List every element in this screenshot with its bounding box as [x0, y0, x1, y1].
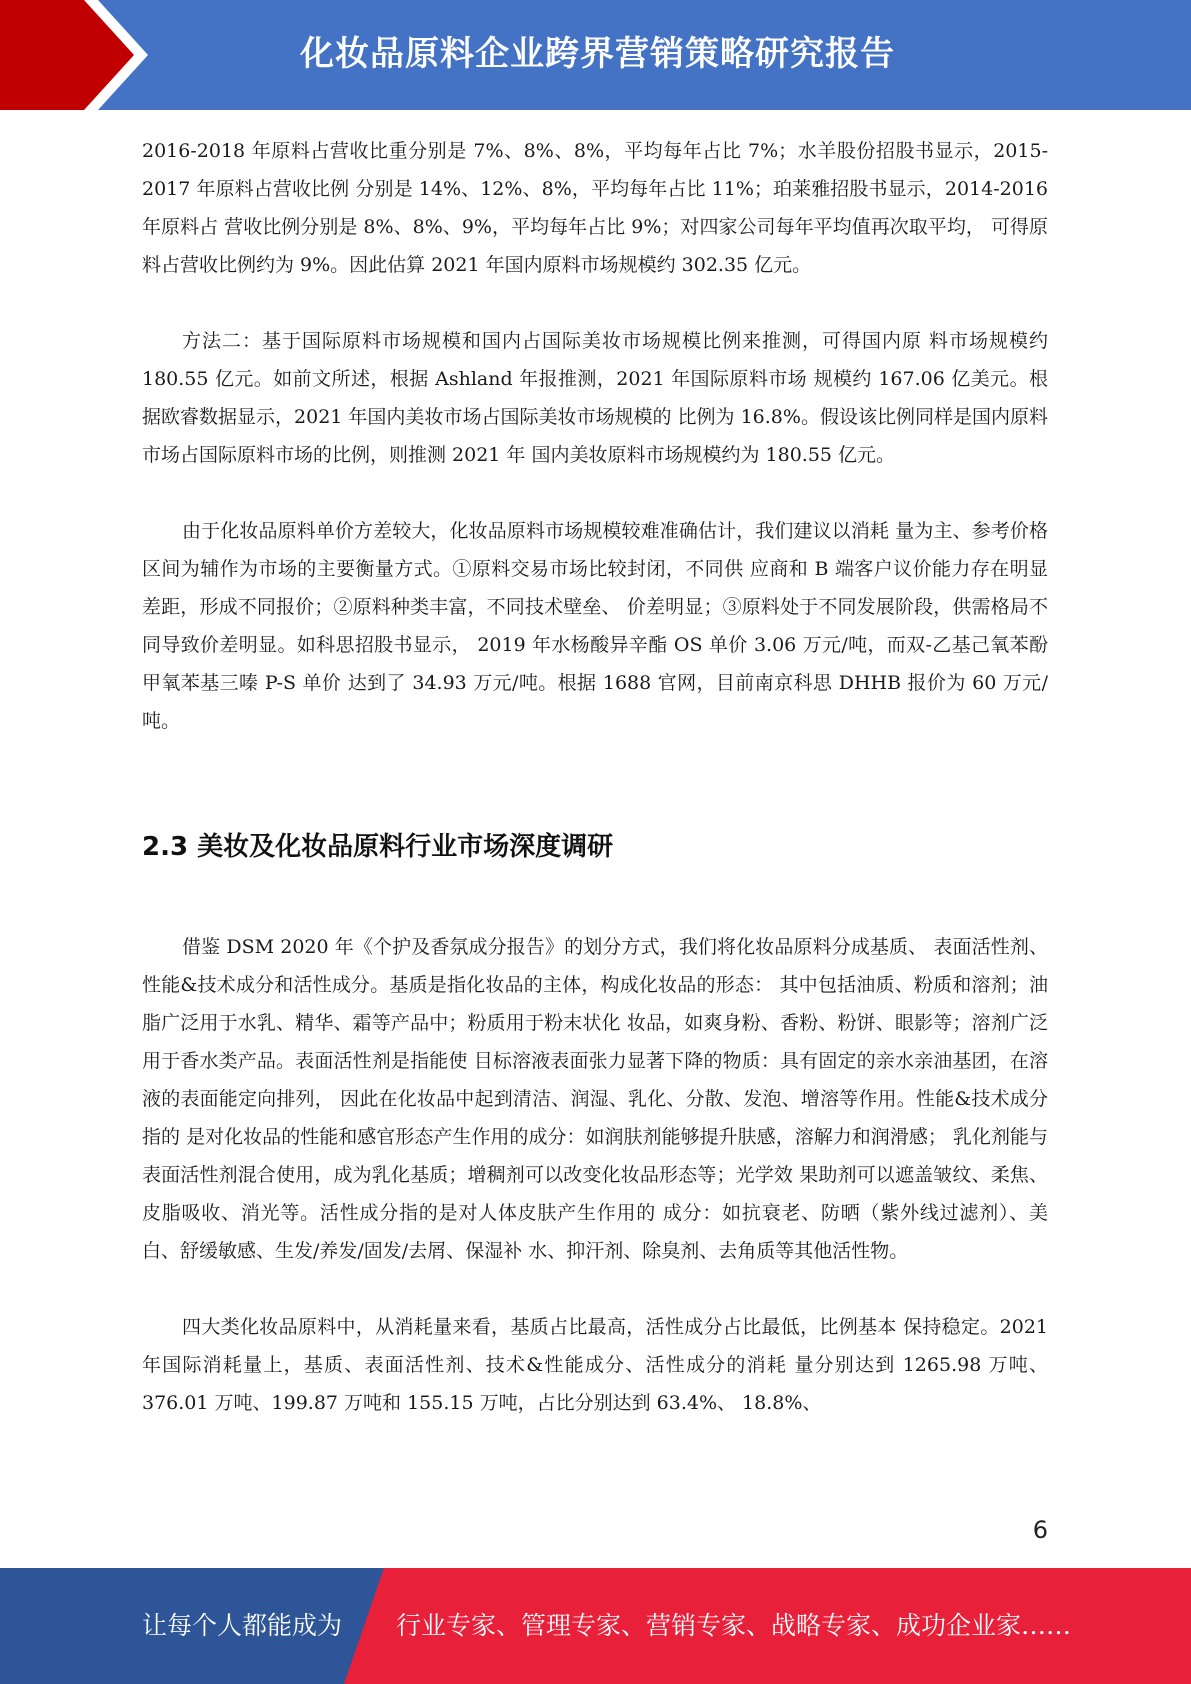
main-content	[142, 132, 1048, 1422]
header-chevron-icon	[0, 0, 160, 110]
page-number: 6	[1032, 1516, 1048, 1544]
page-footer	[0, 1568, 1191, 1684]
paragraph-2: 方法二：基于国际原料市场规模和国内占国际美妆市场规模比例来推测，可得国内原 料市场规模约 180.55 亿元。如前文所述，根据 Ashland 年报推测，2021 年国际原料市场 规模约 167.06 亿美元。根据欧睿数据显示，2021 年国内美妆市场占国际美妆市场规模的 比例为 16.8%。假设该比例同样是国内原料市场占国际原料市场的比例，则推测 2021 年 国内美妆原料市场规模约为 180.55 亿元。	[142, 330, 1048, 466]
page-header	[0, 0, 1191, 110]
paragraph-3: 由于化妆品原料单价方差较大，化妆品原料市场规模较难准确估计，我们建议以消耗 量为主、参考价格区间为辅作为市场的主要衡量方式。①原料交易市场比较封闭，不同供 应商和 B 端客户议价能力存在明显差距，形成不同报价；②原料种类丰富，不同技术壁垒、 价差明显；③原料处于不同发展阶段，供需格局不同导致价差明显。如科思招股书显示， 2019 年水杨酸异辛酯 OS 单价 3.06 万元/吨，而双-乙基己氧苯酚甲氧苯基三嗪 P-S 单价 达到了 34.93 万元/吨。根据 1688 官网，目前南京科思 DHHB 报价为 60 万元/吨。	[142, 520, 1048, 732]
report-title: 化妆品原料企业跨界营销策略研究报告	[300, 34, 895, 74]
footer-slogan-left: 让每个人都能成为	[142, 1611, 343, 1640]
paragraph-5: 四大类化妆品原料中，从消耗量来看，基质占比最高，活性成分占比最低，比例基本 保持稳定。2021 年国际消耗量上，基质、表面活性剂、技术&性能成分、活性成分的消耗 量分别达到 1265.98 万吨、376.01 万吨、199.87 万吨和 155.15 万吨，占比分别达到 63.4%、 18.8%、	[142, 1316, 1048, 1414]
paragraph-1: 2016-2018 年原料占营收比重分别是 7%、8%、8%，平均每年占比 7%；水羊股份招股书显示，2015-2017 年原料占营收比例 分别是 14%、12%、8%，平均每年占比 11%；珀莱雅招股书显示，2014-2016 年原料占 营收比例分别是 8%、8%、9%，平均每年占比 9%；对四家公司每年平均值再次取平均， 可得原料占营收比例约为 9%。因此估算 2021 年国内原料市场规模约 302.35 亿元。	[142, 140, 1048, 276]
footer-slogan-right: 行业专家、管理专家、营销专家、战略专家、成功企业家……	[396, 1611, 1072, 1640]
section-heading: 2.3 美妆及化妆品原料行业市场深度调研	[142, 832, 614, 862]
paragraph-4: 借鉴 DSM 2020 年《个护及香氛成分报告》的划分方式，我们将化妆品原料分成基质、 表面活性剂、性能&技术成分和活性成分。基质是指化妆品的主体，构成化妆品的形态： 其中包括油质、粉质和溶剂；油脂广泛用于水乳、精华、霜等产品中；粉质用于粉末状化 妆品，如爽身粉、香粉、粉饼、眼影等；溶剂广泛用于香水类产品。表面活性剂是指能使 目标溶液表面张力显著下降的物质：具有固定的亲水亲油基团，在溶液的表面能定向排列， 因此在化妆品中起到清洁、润湿、乳化、分散、发泡、增溶等作用。性能&技术成分指的 是对化妆品的性能和感官形态产生作用的成分：如润肤剂能够提升肤感，溶解力和润滑感； 乳化剂能与表面活性剂混合使用，成为乳化基质；增稠剂可以改变化妆品形态等；光学效 果助剂可以遮盖皱纹、柔焦、皮脂吸收、消光等。活性成分指的是对人体皮肤产生作用的 成分：如抗衰老、防晒（紫外线过滤剂）、美白、舒缓敏感、生发/养发/固发/去屑、保湿补 水、抑汗剂、除臭剂、去角质等其他活性物。	[142, 936, 1048, 1262]
